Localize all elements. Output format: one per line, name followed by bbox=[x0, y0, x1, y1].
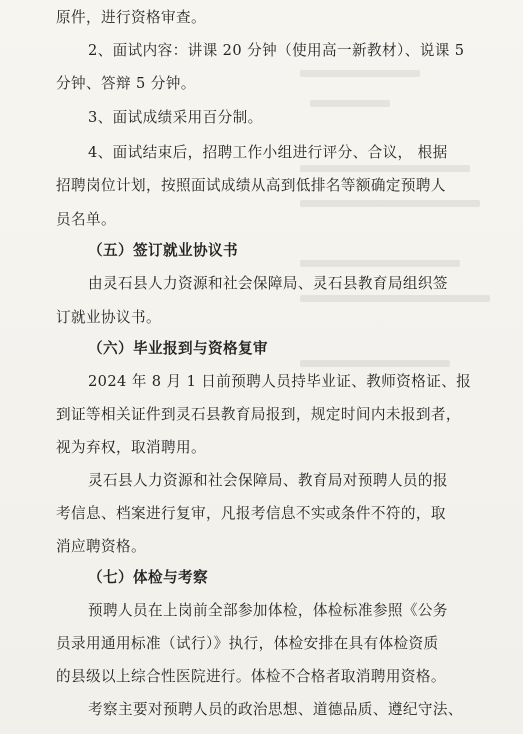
text-line-17: 员录用通用标准（试行）》执行，体检安排在具有体检资质 bbox=[56, 635, 439, 652]
text-line-3: 分钟、答辩 5 分钟。 bbox=[56, 75, 196, 92]
text-line-5: 4、面试结束后，招聘工作小组进行评分、合议， 根据 bbox=[88, 144, 448, 161]
section-heading-5: （五）签订就业协议书 bbox=[88, 242, 238, 259]
text-line-6: 招聘岗位计划，按照面试成绩从高到低排名等额确定预聘人 bbox=[56, 177, 446, 194]
text-line-8: 由灵石县人力资源和社会保障局、灵石县教育局组织签 bbox=[88, 275, 448, 292]
text-line-1: 原件，进行资格审查。 bbox=[56, 9, 206, 26]
text-line-15: 消应聘资格。 bbox=[56, 538, 146, 555]
text-line-12: 视为弃权，取消聘用。 bbox=[56, 439, 206, 456]
text-line-7: 员名单。 bbox=[56, 211, 116, 228]
bleed-through-texture bbox=[300, 70, 500, 390]
text-line-14: 考信息、档案进行复审，凡报考信息不实或条件不符的，取 bbox=[56, 505, 446, 522]
section-heading-7: （七）体检与考察 bbox=[88, 569, 208, 586]
section-heading-6: （六）毕业报到与资格复审 bbox=[88, 340, 268, 357]
text-line-9: 订就业协议书。 bbox=[56, 309, 161, 326]
text-line-16: 预聘人员在上岗前全部参加体检，体检标准参照《公务 bbox=[88, 602, 448, 619]
text-line-10: 2024 年 8 月 1 日前预聘人员持毕业证、教师资格证、报 bbox=[88, 373, 472, 390]
text-line-19: 考察主要对预聘人员的政治思想、道德品质、遵纪守法、 bbox=[88, 701, 463, 718]
text-line-4: 3、面试成绩采用百分制。 bbox=[88, 109, 263, 126]
text-line-2: 2、面试内容：讲课 20 分钟（使用高一新教材）、说课 5 bbox=[88, 42, 465, 59]
text-line-13: 灵石县人力资源和社会保障局、教育局对预聘人员的报 bbox=[88, 472, 448, 489]
text-line-18: 的县级以上综合性医院进行。体检不合格者取消聘用资格。 bbox=[56, 668, 446, 685]
text-line-11: 到证等相关证件到灵石县教育局报到，规定时间内未报到者， bbox=[56, 406, 461, 423]
